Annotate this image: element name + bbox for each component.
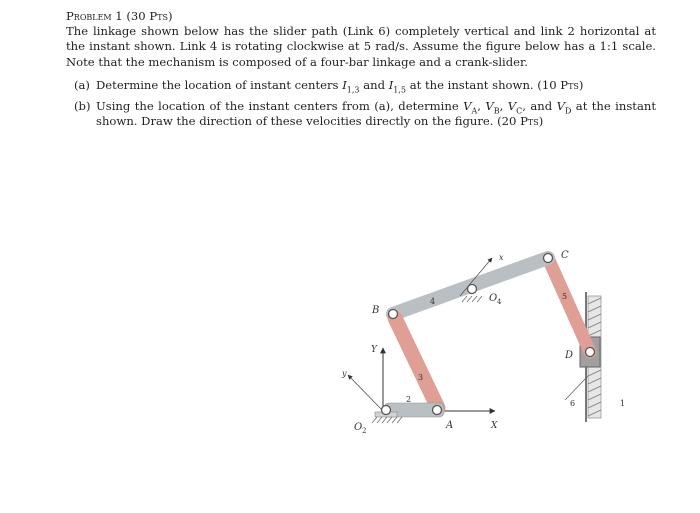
part-b-text-start: Using the location of the instant centers from (a), determine [96, 99, 464, 114]
part-a-pts: Pts [560, 77, 579, 92]
pin-b [389, 310, 398, 319]
part-a-close: ) [578, 77, 584, 92]
label-y-local: y [342, 369, 347, 378]
label-c: C [561, 250, 569, 261]
part-b-vb-sub: B [493, 106, 500, 116]
part-b-vc-sub: C [516, 106, 523, 116]
label-x-axis: X [491, 421, 498, 431]
problem-points: (30 Pts) [126, 9, 173, 23]
label-d: D [565, 350, 574, 361]
part-b-pts: Pts [520, 114, 539, 129]
label-x-local: x [499, 253, 504, 262]
part-a-text-end: at the instant shown. (10 [406, 77, 561, 92]
label-link2: 2 [406, 395, 412, 404]
label-b: B [372, 305, 380, 316]
part-a-sub1: 1,3 [346, 85, 360, 95]
part-a-label: (a) [74, 77, 90, 92]
pin-c [544, 254, 553, 263]
pin-o2 [382, 406, 391, 415]
label-a: A [446, 420, 454, 431]
part-b-vd-sub: D [564, 106, 572, 116]
label-o2: O [354, 422, 363, 433]
part-b-text-and: and [530, 99, 557, 114]
problem-title-text: Problem 1 [66, 9, 123, 23]
part-b-close: ) [538, 114, 544, 129]
label-link3: 3 [418, 373, 424, 382]
link6-pointer [565, 376, 588, 400]
label-o4-sub: 4 [497, 298, 502, 306]
part-b-label: (b) [74, 99, 91, 114]
part-a-var2: I [388, 77, 394, 92]
part-a-sub2: 1,5 [393, 85, 407, 95]
part-b-text-end: at the instant shown. Draw the direction of these velocities directly on the figure. (20 [96, 99, 657, 129]
part-b-vc: V [507, 99, 517, 114]
label-link6: 6 [570, 399, 576, 408]
problem-intro: The linkage shown below has the slider path (Link 6) completely vertical and link 2 horizontal at the instant shown. Link 4 is rotating clockwise at 5 rad/s. Assume the figure below has a 1:1 scale. Note that the mechanism is composed of a four-bar linkage and a crank-slider. [66, 24, 656, 69]
label-link1: 1 [620, 399, 626, 408]
part-a-text-start: Determine the location of instant centers [96, 77, 343, 92]
label-o2-sub: 2 [362, 427, 367, 435]
part-b-va: V [463, 99, 472, 114]
pin-d [586, 348, 595, 357]
part-b: (b) Using the location of the instant centers from (a), determine $V_A$, $V_B$, $V_C$, and $V_D$ at the instant shown. Draw the direction of these velocities directly on the figure. (20 Pts) [74, 99, 657, 129]
part-b-va-sub: A [471, 106, 478, 116]
label-y-axis: Y [371, 345, 377, 355]
pin-a [433, 406, 442, 415]
link5 [548, 258, 590, 352]
pin-o4 [468, 285, 477, 294]
label-link4: 4 [430, 297, 436, 306]
part-b-vb: V [485, 99, 494, 114]
ground-pivot-o4 [462, 296, 482, 302]
part-a-var1: I [342, 77, 347, 92]
label-o4: O [489, 293, 498, 304]
local-y-axis [348, 375, 383, 411]
part-b-vd: V [556, 99, 565, 114]
part-a-text-mid: and [359, 77, 389, 92]
link3 [395, 318, 438, 408]
label-link5: 5 [562, 292, 568, 301]
